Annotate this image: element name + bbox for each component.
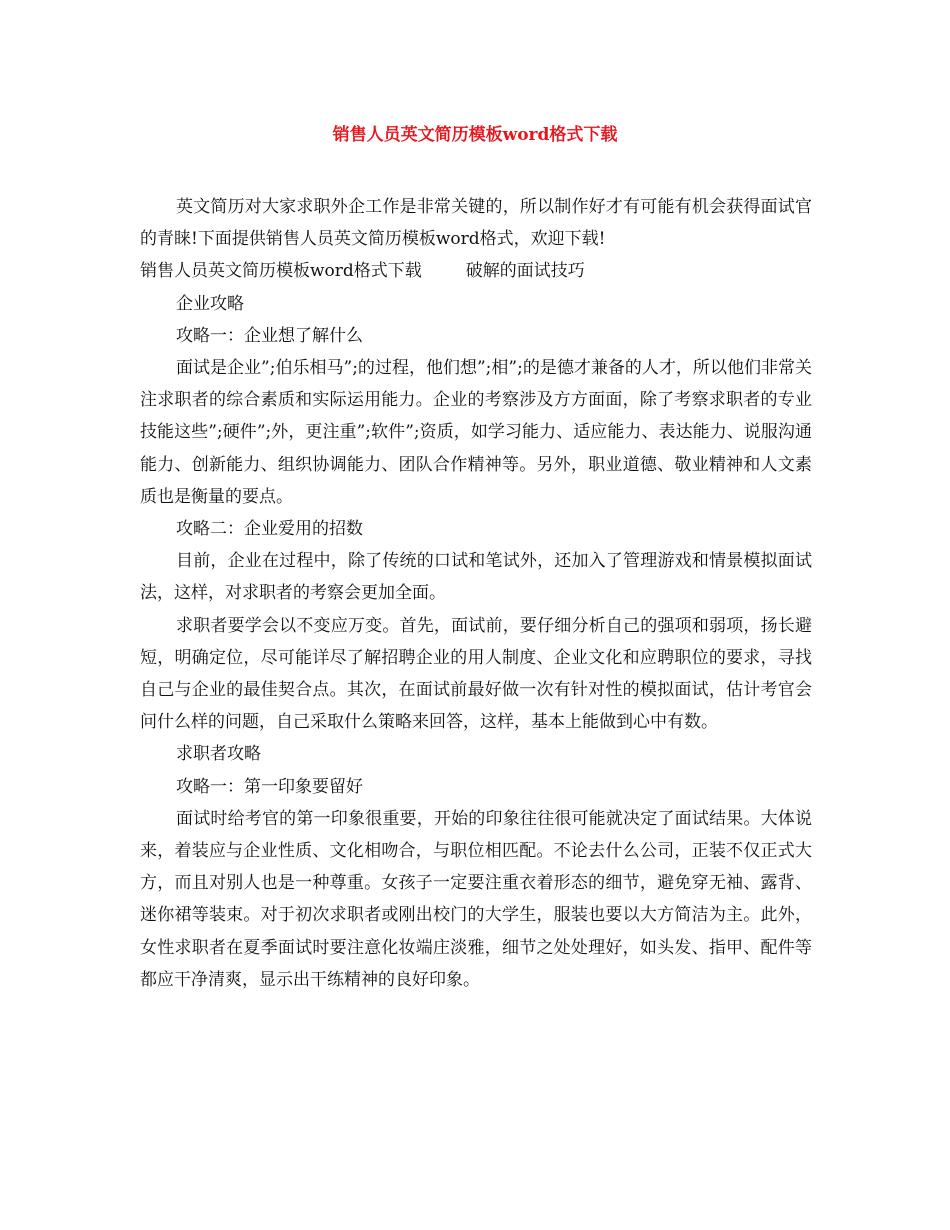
subtitle-left: 销售人员英文简历模板word格式下载 (140, 261, 422, 282)
subtitle-line (140, 255, 812, 287)
body-paragraph-3: 求职者要学会以不变应万变。首先，面试前，要仔细分析自己的强项和弱项，扬长避短，明确定位，尽可能详尽了解招聘企业的用人制度、企业文化和应聘职位的要求，寻找自己与企业的最佳契合点。其次，在面试前最好做一次有针对性的模拟面试，估计考官会问什么样的问题，自己采取什么策略来回答，这样，基本上能做到心中有数。 (140, 615, 812, 733)
body-paragraph-2: 目前，企业在过程中，除了传统的口试和笔试外，还加入了管理游戏和情景模拟面试法，这样，对求职者的考察会更加全面。 (140, 551, 812, 604)
strategy-heading-1: 攻略一：企业想了解什么 (176, 325, 363, 346)
strategy-heading-3: 攻略一：第一印象要留好 (176, 776, 363, 797)
document-title: 销售人员英文简历模板word格式下载 (332, 125, 618, 145)
strategy-heading-2: 攻略二：企业爱用的招数 (176, 519, 363, 540)
body-paragraph-4: 面试时给考官的第一印象很重要，开始的印象往往很可能就决定了面试结果。大体说来，着装应与企业性质、文化相吻合，与职位相匹配。不论去什么公司，正装不仅正式大方，而且对别人也是一种尊重。女孩子一定要注重衣着形态的细节，避免穿无袖、露背、迷你裙等装束。对于初次求职者或刚出校门的大学生，服装也要以大方简洁为主。此外，女性求职者在夏季面试时要注意化妆端庄淡雅，细节之处处理好，如头发、指甲、配件等都应干净清爽，显示出干练精神的良好印象。 (140, 808, 812, 990)
subtitle-right: 破解的面试技巧 (465, 261, 585, 282)
body-paragraph-1: 面试是企业”;伯乐相马”;的过程，他们想”;相”;的是德才兼备的人才，所以他们非常关注求职者的综合素质和实际运用能力。企业的考察涉及方方面面，除了考察求职者的专业技能这些”;硬件”;外，更注重”;软件”;资质，如学习能力、适应能力、表达能力、说服沟通能力、创新能力、组织协调能力、团队合作精神等。另外，职业道德、敬业精神和人文素质也是衡量的要点。 (140, 358, 812, 507)
section-heading-company: 企业攻略 (176, 293, 244, 314)
section-heading-candidate: 求职者攻略 (176, 744, 261, 765)
intro-paragraph: 英文简历对大家求职外企工作是非常关键的，所以制作好才有可能有机会获得面试官的青睐!下面提供销售人员英文简历模板word格式，欢迎下载! (140, 197, 812, 250)
document-body (140, 191, 812, 996)
